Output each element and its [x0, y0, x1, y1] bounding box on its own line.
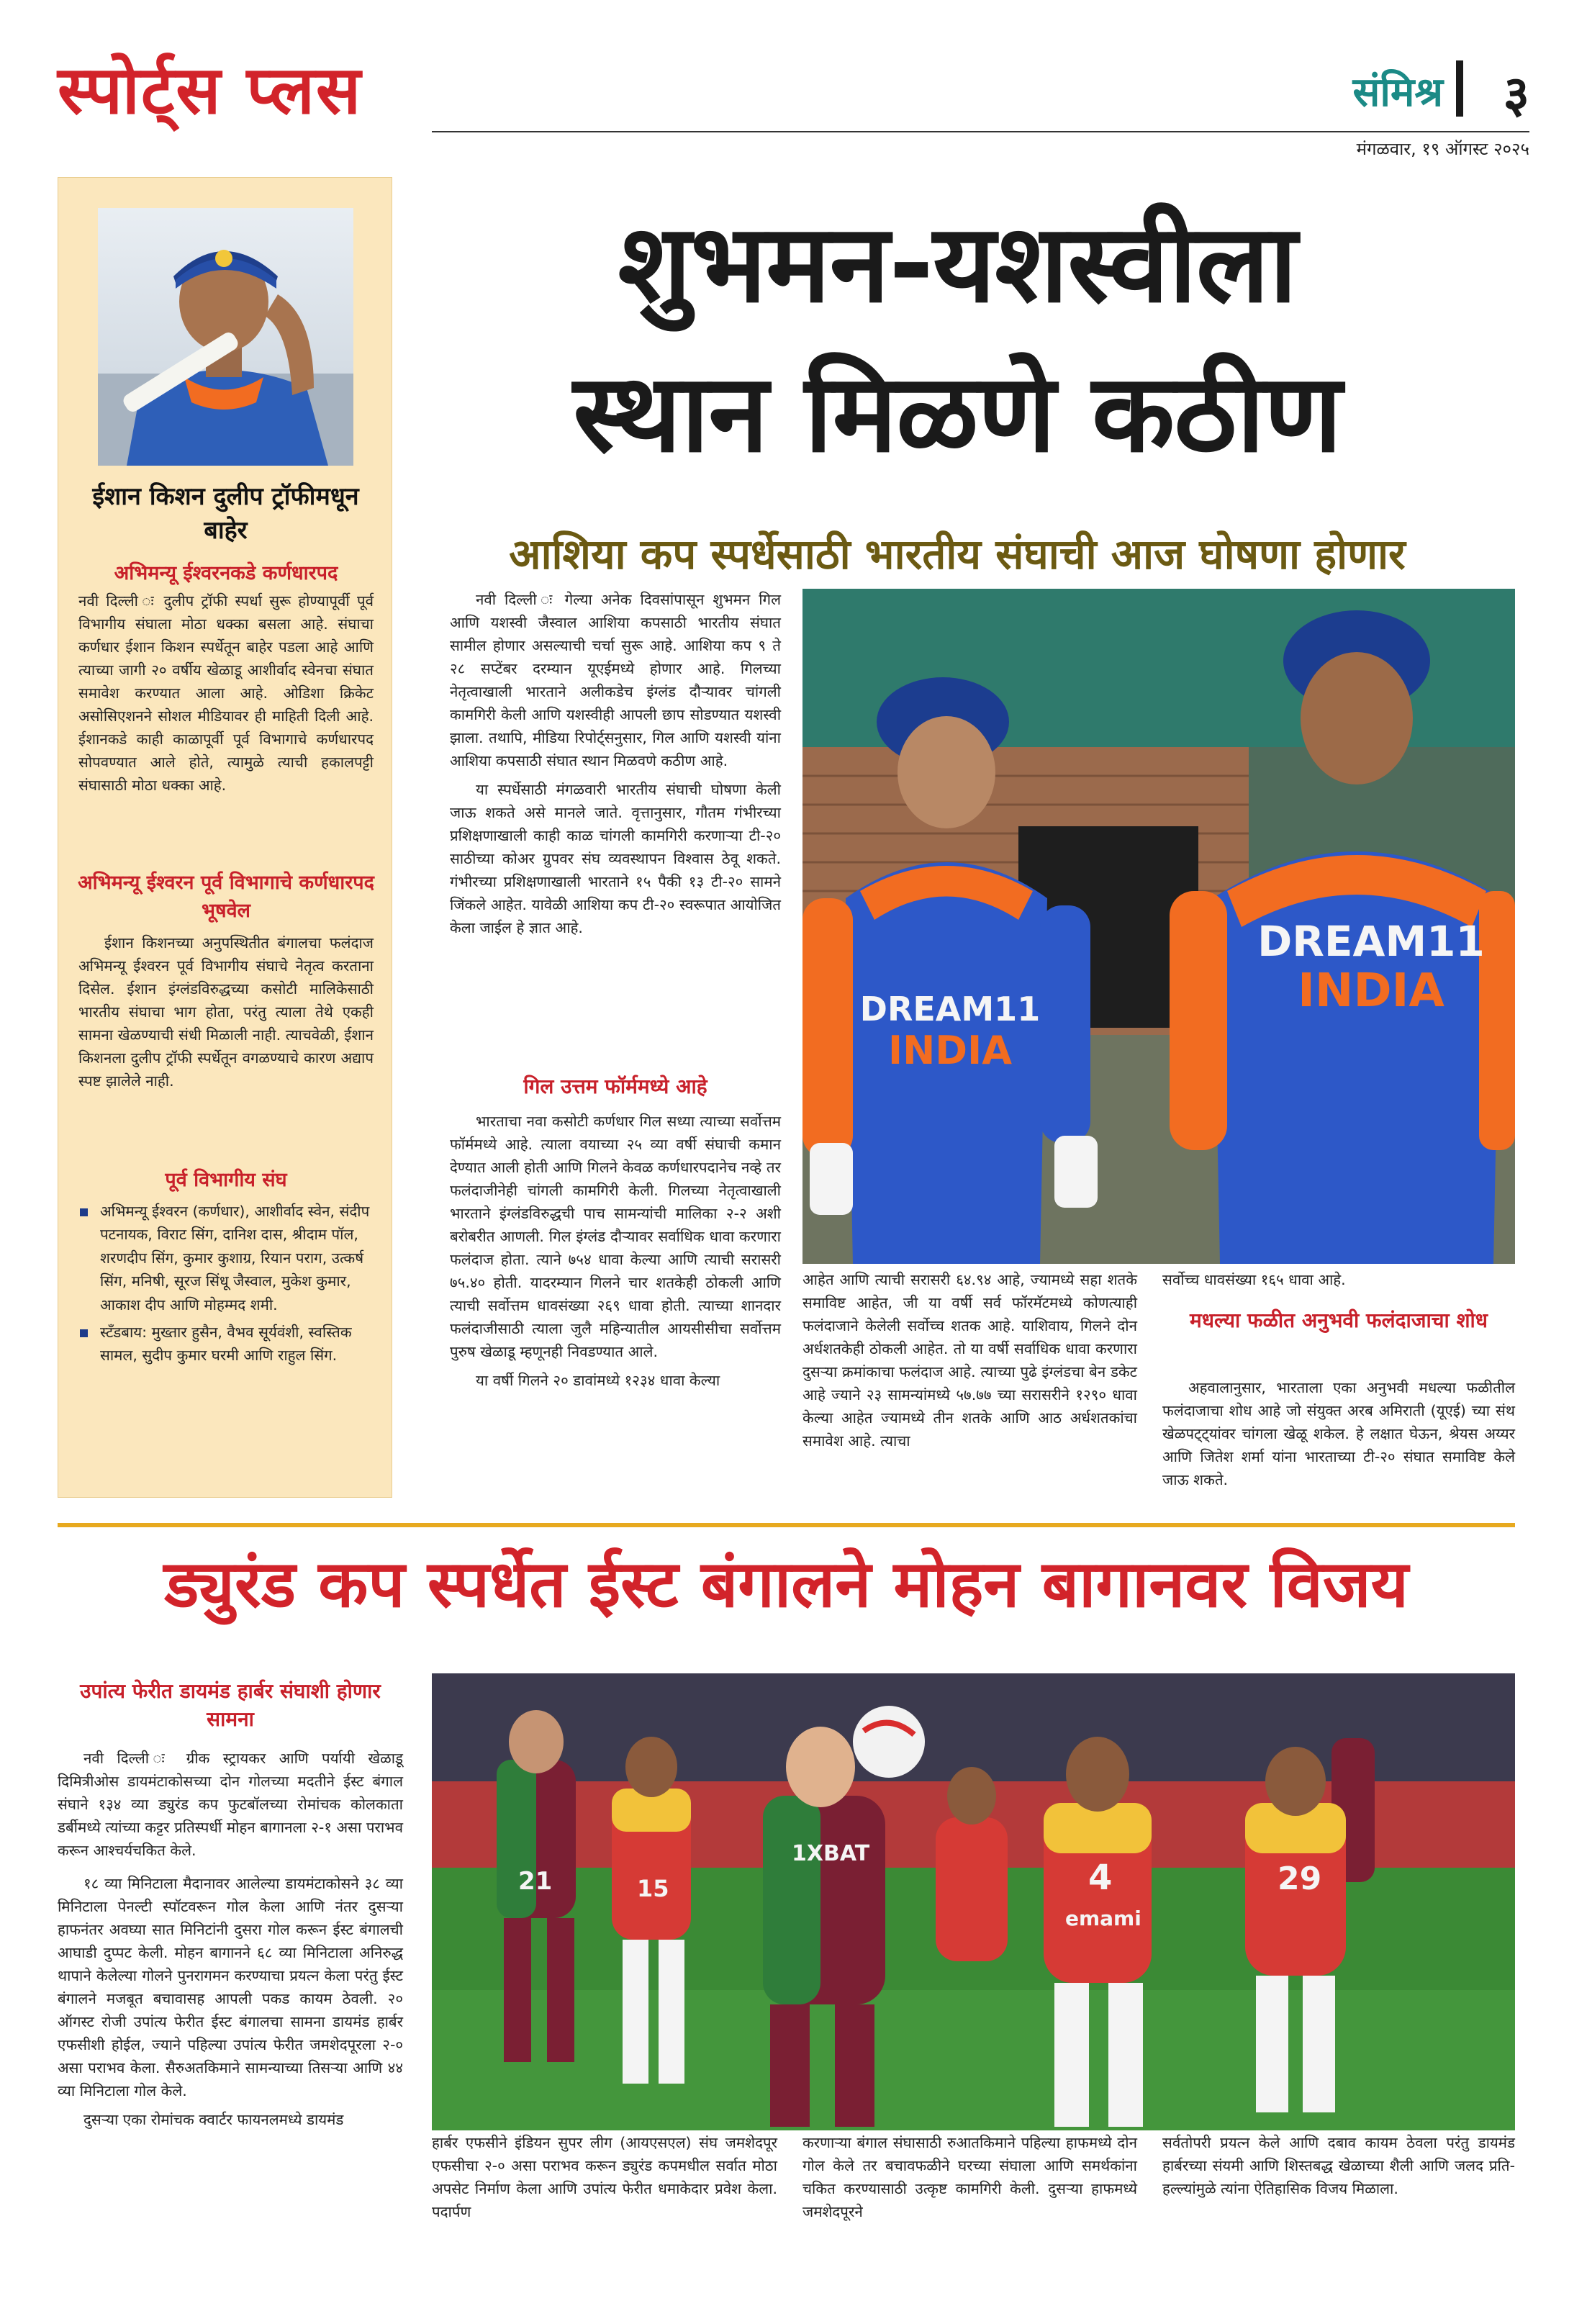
main-paragraph-1: नवी दिल्ली ः गेल्या अनेक दिवसांपासून शुभमन गिल आणि यशस्वी जैस्वाल आशिया कपसाठी भारतीय संघात सामील होणार असल्याची चर्चा सुरू आहे. आशिया कप ९ ते २८ सप्टेंबर दरम्यान यूएईमध्ये होणार आहे. गिलच्या नेतृत्वाखाली भारताने अलीकडेच इंग्लंड दौऱ्यावर चांगली कामगिरी केली आणि यशस्वीही आपली छाप सोडण्यात यशस्वी झाला. तथापि, मीडिया रिपोर्ट्सनुसार, गिल आणि यशस्वी यांना आशिया कपसाठी संघात स्थान मिळवणे कठीण आहे.: [450, 591, 781, 769]
sidebar-headline: ईशान किशन दुलीप ट्रॉफीमधून बाहेर: [92, 482, 359, 545]
main-paragraph-2: या स्पर्धेसाठी मंगळवारी भारतीय संघाची घोषणा केली जाऊ शकते असे मानले जाते. वृत्तानुसार, गौतम गंभीरच्या प्रशिक्षणाखाली काही काळ चांगली कामगिरी करणाऱ्या टी-२० साठीच्या कोअर ग्रुपवर संघ व्यवस्थापन विश्वास ठेवू शकते. गंभीरच्या प्रशिक्षणाखाली भारताने १५ पैकी १३ टी-२० सामने जिंकले आहेत. यावेळी आशिया कप टी-२० स्वरूपात आयोजित केला जाईल हे ज्ञात आहे.: [450, 780, 781, 936]
sidebar-paragraph-2: ईशान किशनच्या अनुपस्थितीत बंगालचा फलंदाज अभिमन्यू ईश्वरन पूर्व विभागीय संघाचे नेतृत्व करताना दिसेल. ईशान इंग्लंडविरुद्धच्या कसोटी मालिकेसाठी भारतीय संघाचा भाग होता, परंतु त्याला तेथे एकही सामना खेळण्याची संधी मिळाली नाही. त्याचवेळी, ईशान किशनला दुलीप ट्रॉफी स्पर्धेतून वगळण्याचे कारण अद्याप स्पष्ट झालेले नाही.: [78, 934, 374, 1090]
jersey-country-text: INDIA: [888, 1028, 1012, 1073]
durand-paragraph-3: दुसऱ्या एका रोमांचक क्वार्टर फायनलमध्ये डायमंड: [83, 2110, 344, 2128]
shirt-number-c: 21: [518, 1867, 553, 1896]
shirt-number-a: 4: [1088, 1858, 1113, 1898]
masthead-rule: [432, 131, 1529, 132]
sidebar-paragraph-1: नवी दिल्ली ः दुलीप ट्रॉफी स्पर्धा सुरू होण्यापूर्वी पूर्व विभागीय संघाला मोठा धक्का बसला आहे. संघाचा कर्णधार ईशान किशन स्पर्धेतून बाहेर पडला आहे आणि त्याच्या जागी २० वर्षीय खेळाडू आशीर्वाद स्वेनचा संघात समावेश करण्यात आला आहे. ओडिशा क्रिकेट असोसिएशनने सोशल मीडियावर ही माहिती दिली आहे. ईशानकडे काही काळापूर्वी पूर्व विभागाचे कर्णधारपद सोपवण्यात आले होते, त्यामुळे त्याची हकालपट्टी संघासाठी मोठा धक्का आहे.: [78, 592, 374, 794]
football-photo-illustration: [432, 1673, 1515, 2130]
durand-column-1: [58, 1747, 403, 2132]
cricket-photo-illustration: [802, 589, 1515, 1264]
shirt-sponsor-2: emami: [1065, 1907, 1141, 1930]
main-column-3: [1162, 1269, 1515, 1292]
masthead: [58, 50, 1529, 158]
shirt-sponsor-1: 1XBAT: [792, 1841, 870, 1866]
ishan-kishan-photo: [98, 208, 353, 466]
subhead-middle-order: मधल्या फळीत अनुभवी फलंदाजाचा शोध: [1189, 1308, 1488, 1332]
shirt-number-b: 29: [1278, 1860, 1322, 1897]
main-deck: आशिया कप स्पर्धेसाठी भारतीय संघाची आज घोषणा होणार: [509, 530, 1406, 579]
main-headline-line-2: स्थान मिळणे कठीण: [573, 351, 1342, 476]
main-paragraph-4: या वर्षी गिलने २० डावांमध्ये १२३४ धावा केल्या: [476, 1371, 720, 1389]
issue-date: मंगळवार, १९ ऑगस्ट २०२५: [1356, 139, 1529, 159]
sidebar-box: [58, 177, 392, 1498]
durand-paragraph-6: सर्वतोपरी प्रयत्न केले आणि दबाव कायम ठेवला परंतु डायमंड हार्बरच्या संयमी आणि शिस्तबद्ध खेळाच्या शैली आणि जलद प्रति-हल्ल्यांमुळे त्यांना ऐतिहासिक विजय मिळाला.: [1162, 2134, 1515, 2197]
durand-column-3: [802, 2132, 1137, 2224]
durand-column-4: [1162, 2132, 1515, 2201]
main-column-1b: [450, 1111, 781, 1393]
subhead-gill-form: गिल उत्तम फॉर्ममध्ये आहे: [523, 1075, 707, 1098]
jersey-sponsor-text-2: DREAM11: [1257, 917, 1485, 966]
durand-subhead: उपांत्य फेरीत डायमंड हार्बर संघाशी होणार सामना: [80, 1679, 381, 1732]
section-label: संमिश्र: [1352, 69, 1443, 116]
main-column-1: [450, 589, 781, 940]
shirt-number-d: 15: [637, 1875, 669, 1902]
jersey-sponsor-text: DREAM11: [859, 990, 1041, 1028]
jersey-country-text-2: INDIA: [1298, 964, 1444, 1018]
durand-paragraph-4: हार्बर एफसीने इंडियन सुपर लीग (आयएसएल) संघ जमशेदपूर एफसीचा २-० असा पराभव करून ड्युरंड कपमधील सर्वात मोठा अपसेट निर्माण केला आणि उपांत्य फेरीत धमाकेदार प्रवेश केला. पदार्पण: [432, 2134, 777, 2220]
durand-paragraph-2: १८ व्या मिनिटाला मैदानावर आलेल्या डायमंटाकोसने ३८ व्या मिनिटाला पेनल्टी स्पॉटवरून गोल केला आणि नंतर दुसऱ्या हाफनंतर अवघ्या सात मिनिटांनी दुसरा गोल करून ईस्ट बंगालची आघाडी दुप्पट केली. मोहन बागानने ६८ व्या मिनिटाला अनिरुद्ध थापाने केलेल्या गोलने पुनरागमन करण्याचा प्रयत्न केला परंतु ईस्ट बंगालने मजबूत बचावासह आपली पकड कायम ठेवली. २० ऑगस्ट रोजी उपांत्य फेरीत ईस्ट बंगालचा सामना डायमंड हार्बर एफसीशी होईल, ज्याने पहिल्या उपांत्य फेरीत जमशेदपूरला २-० असा पराभव केला. सैरुअतकिमाने सामन्याच्या तिसऱ्या आणि ४४ व्या मिनिटाला गोल केले.: [58, 1874, 403, 2099]
page-number: ३: [1503, 65, 1529, 124]
sidebar-subhead-easwaran: अभिमन्यू ईश्वरन पूर्व विभागाचे कर्णधारपद भूषवेल: [78, 872, 374, 923]
durand-column-2: [432, 2132, 777, 2224]
section-divider: [58, 1523, 1515, 1527]
main-paragraph-3: भारताचा नवा कसोटी कर्णधार गिल सध्या त्याच्या सर्वोत्तम फॉर्ममध्ये आहे. त्याला वयाच्या २५ व्या वर्षी संघाची कमान देण्यात आली होती आणि गिलने केवळ कर्णधारपदानेच नव्हे तर फलंदाजीनेही चांगली कामगिरी केली. गिलच्या नेतृत्वाखाली भारताने इंग्लंडविरुद्धची पाच सामन्यांची मालिका २-२ अशी बरोबरीत आणली. गिल इंग्लंड दौऱ्यावर सर्वाधिक धावा करणारा फलंदाज होता. त्याने ७५४ धावा केल्या आणि त्याची सरासरी ७५.४० होती. यादरम्यान गिलने चार शतकेही ठोकली आणि त्याची सर्वोत्तम धावसंख्या २६९ धावा होती. त्याच्या शानदार फलंदाजीसाठी त्याला जुलै महिन्यातील आयसीसीचा सर्वोत्तम पुरुष खेळाडू म्हणूनही निवडण्यात आले.: [450, 1113, 781, 1360]
brand-logo: स्पोर्ट्स प्लस: [58, 52, 363, 129]
main-paragraph-5: आहेत आणि त्याची सरासरी ६४.९४ आहे, ज्यामध्ये सहा शतके समाविष्ट आहेत, जी या वर्षी सर्व फॉरमॅटमध्ये कोणत्याही फलंदाजाने केलेली सर्वोच्च शतक आहे. याशिवाय, गिलने दोन अर्धशतकेही ठोकली आहेत. तो या वर्षी सर्वाधिक धावा करणारा दुसऱ्या क्रमांकाचा फलंदाज आहे. त्याच्या पुढे इंग्लंडचा बेन डकेट आहे ज्याने २३ सामन्यांमध्ये ५७.७७ च्या सरासरीने १२९० धावा केल्या आहेत ज्यामध्ये तीन शतके आणि आठ अर्धशतकांचा समावेश आहे. त्याचा: [802, 1271, 1137, 1450]
ishan-photo-illustration: [98, 208, 353, 466]
main-column-3b: [1162, 1377, 1515, 1492]
squad-list: [78, 1200, 375, 1372]
durand-paragraph-5: करणाऱ्या बंगाल संघासाठी रुआतकिमाने पहिल्या हाफमध्ये दोन गोल केले तर बचावफळीने घरच्या संघाला आणि समर्थकांना चकित करण्यासाठी उत्कृष्ट कामगिरी केली. दुसऱ्या हाफमध्ये जमशेदपूरने: [802, 2134, 1137, 2220]
list-item: स्टँडबाय: मुख्तार हुसैन, वैभव सूर्यवंशी, स्वस्तिक सामल, सुदीप कुमार घरमी आणि राहुल सिंग.: [78, 1321, 375, 1367]
gill-jaiswal-photo: [802, 589, 1515, 1264]
sidebar-subhead-squad: पूर्व विभागीय संघ: [165, 1169, 287, 1191]
main-paragraph-7: अहवालानुसार, भारताला एका अनुभवी मधल्या फळीतील फलंदाजाचा शोध आहे जो संयुक्त अरब अमिराती (यूएई) च्या संथ खेळपट्ट्यांवर चांगला खेळू शकेल. हे लक्षात घेऊन, श्रेयस अय्यर आणि जितेश शर्मा यांना भारताच्या टी-२० संघात समाविष्ट केले जाऊ शकते.: [1162, 1379, 1515, 1488]
durand-paragraph-1: नवी दिल्ली ः ग्रीक स्ट्रायकर आणि पर्यायी खेळाडू दिमित्रीओस डायमंटाकोसच्या दोन गोलच्या मदतीने ईस्ट बंगाल संघाने १३४ व्या ड्युरंड कप फुटबॉलच्या रोमांचक कोलकाता डर्बीमध्ये त्यांच्या कट्टर प्रतिस्पर्धी मोहन बागानला २-१ असा पराभव करून आश्चर्यचकित केले.: [58, 1750, 403, 1859]
derby-match-photo: [432, 1673, 1515, 2130]
sidebar-subhead-captaincy: अभिमन्यू ईश्वरनकडे कर्णधारपद: [114, 562, 338, 584]
main-paragraph-6: सर्वोच्च धावसंख्या १६५ धावा आहे.: [1162, 1271, 1346, 1288]
masthead-divider: [1456, 60, 1463, 117]
list-item: अभिमन्यू ईश्वरन (कर्णधार), आशीर्वाद स्वेन, संदीप पटनायक, विराट सिंग, दानिश दास, श्रीदाम पॉल, शरणदीप सिंग, कुमार कुशाग्र, रियान पराग, उत्कर्ष सिंग, मनिषी, सूरज सिंधू जैस्वाल, मुकेश कुमार, आकाश दीप आणि मोहम्मद शमी.: [78, 1200, 375, 1316]
durand-headline: ड्युरंड कप स्पर्धेत ईस्ट बंगालने मोहन बागानवर विजय: [164, 1547, 1409, 1622]
main-column-2: [802, 1269, 1137, 1453]
main-headline-line-1: शुभमन-यशस्वीला: [618, 202, 1297, 327]
